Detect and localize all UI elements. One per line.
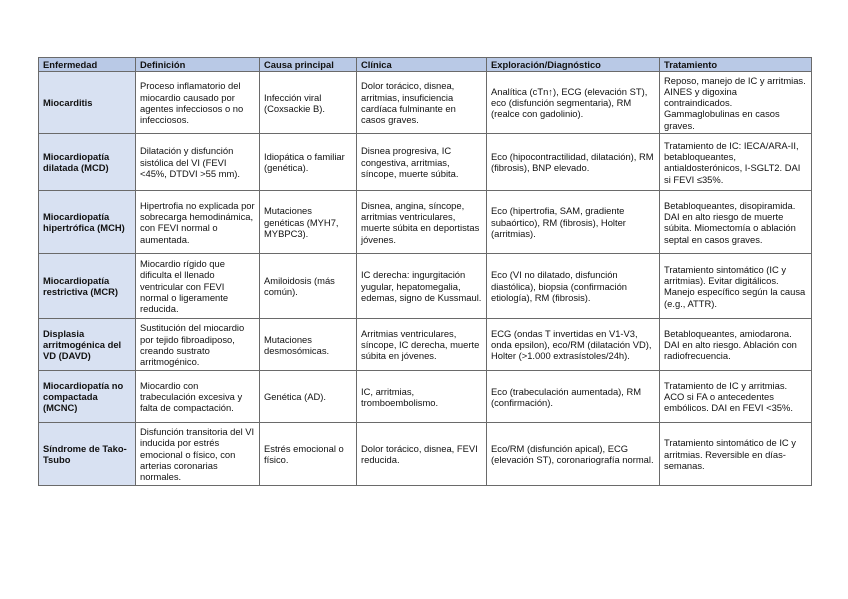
cell-cause: Amiloidosis (más común).	[260, 254, 357, 319]
table-row	[39, 371, 812, 423]
cell-treatment: Tratamiento de IC y arritmias. ACO si FA o antecedentes embólicos. DAI en FEVI <35%.	[660, 371, 812, 423]
cell-clinical: IC, arritmias, tromboembolismo.	[357, 371, 487, 423]
cell-definition: Dilatación y disfunción sistólica del VI (FEVI <45%, DTDVI >55 mm).	[136, 134, 260, 191]
header-enfermedad: Enfermedad	[39, 58, 136, 72]
table-row	[39, 254, 812, 319]
cell-cause: Mutaciones desmosómicas.	[260, 319, 357, 371]
cell-disease: Displasia arritmogénica del VD (DAVD)	[39, 319, 136, 371]
cell-clinical: Arritmias ventriculares, síncope, IC derecha, muerte súbita en jóvenes.	[357, 319, 487, 371]
cell-definition: Disfunción transitoria del VI inducida por estrés emocional o físico, con arterias coronarias normales.	[136, 423, 260, 486]
header-tratamiento: Tratamiento	[660, 58, 812, 72]
cell-diagnosis: ECG (ondas T invertidas en V1-V3, onda epsilon), eco/RM (dilatación VD), Holter (>1.000 extrasístoles/24h).	[487, 319, 660, 371]
cell-cause: Genética (AD).	[260, 371, 357, 423]
cell-diagnosis: Eco (hipocontractilidad, dilatación), RM (fibrosis), BNP elevado.	[487, 134, 660, 191]
header-clinica: Clínica	[357, 58, 487, 72]
cell-definition: Sustitución del miocardio por tejido fibroadiposo, creando sustrato arritmogénico.	[136, 319, 260, 371]
cell-definition: Hipertrofia no explicada por sobrecarga hemodinámica, con FEVI normal o aumentada.	[136, 191, 260, 254]
cell-cause: Mutaciones genéticas (MYH7, MYBPC3).	[260, 191, 357, 254]
cell-definition: Proceso inflamatorio del miocardio causado por agentes infecciosos o no infecciosos.	[136, 72, 260, 134]
cell-disease: Miocarditis	[39, 72, 136, 134]
cell-clinical: Dolor torácico, disnea, FEVI reducida.	[357, 423, 487, 486]
cell-disease: Síndrome de Tako-Tsubo	[39, 423, 136, 486]
table-row	[39, 191, 812, 254]
cell-diagnosis: Eco (trabeculación aumentada), RM (confirmación).	[487, 371, 660, 423]
header-causa: Causa principal	[260, 58, 357, 72]
cell-definition: Miocardio con trabeculación excesiva y falta de compactación.	[136, 371, 260, 423]
cell-diagnosis: Eco (hipertrofia, SAM, gradiente subaórtico), RM (fibrosis), Holter (arritmias).	[487, 191, 660, 254]
cell-treatment: Reposo, manejo de IC y arritmias. AINES y digoxina contraindicados. Gammaglobulinas en casos graves.	[660, 72, 812, 134]
cell-clinical: Disnea, angina, síncope, arritmias ventriculares, muerte súbita en deportistas jóvenes.	[357, 191, 487, 254]
header-diagnostico: Exploración/Diagnóstico	[487, 58, 660, 72]
table-header-row	[39, 58, 812, 72]
header-definicion: Definición	[136, 58, 260, 72]
cardiomyopathy-table	[38, 57, 812, 486]
cell-disease: Miocardiopatía dilatada (MCD)	[39, 134, 136, 191]
cell-disease: Miocardiopatía restrictiva (MCR)	[39, 254, 136, 319]
cell-treatment: Betabloqueantes, disopiramida. DAI en alto riesgo de muerte súbita. Miomectomía o ablación septal en casos graves.	[660, 191, 812, 254]
cell-diagnosis: Eco/RM (disfunción apical), ECG (elevación ST), coronariografía normal.	[487, 423, 660, 486]
cell-cause: Infección viral (Coxsackie B).	[260, 72, 357, 134]
table-row	[39, 319, 812, 371]
cell-clinical: Dolor torácico, disnea, arritmias, insuficiencia cardíaca fulminante en casos graves.	[357, 72, 487, 134]
cell-definition: Miocardio rígido que dificulta el llenado ventricular con FEVI normal o ligeramente reducida.	[136, 254, 260, 319]
cell-clinical: IC derecha: ingurgitación yugular, hepatomegalia, edemas, signo de Kussmaul.	[357, 254, 487, 319]
cell-treatment: Tratamiento sintomático (IC y arritmias). Evitar digitálicos. Manejo específico según la causa (e.g., ATTR).	[660, 254, 812, 319]
cell-treatment: Betabloqueantes, amiodarona. DAI en alto riesgo. Ablación con radiofrecuencia.	[660, 319, 812, 371]
table-row	[39, 134, 812, 191]
cell-cause: Estrés emocional o físico.	[260, 423, 357, 486]
cell-disease: Miocardiopatía hipertrófica (MCH)	[39, 191, 136, 254]
cell-diagnosis: Eco (VI no dilatado, disfunción diastólica), biopsia (confirmación etiología), RM (fibrosis).	[487, 254, 660, 319]
cell-clinical: Disnea progresiva, IC congestiva, arritmias, síncope, muerte súbita.	[357, 134, 487, 191]
cell-diagnosis: Analítica (cTn↑), ECG (elevación ST), eco (disfunción segmentaria), RM (realce con gadolinio).	[487, 72, 660, 134]
cell-disease: Miocardiopatía no compactada (MCNC)	[39, 371, 136, 423]
cell-treatment: Tratamiento de IC: IECA/ARA-II, betabloqueantes, antialdosterónicos, I-SGLT2. DAI si FEVI ≤35%.	[660, 134, 812, 191]
cell-treatment: Tratamiento sintomático de IC y arritmias. Reversible en días-semanas.	[660, 423, 812, 486]
table-row	[39, 423, 812, 486]
cell-cause: Idiopática o familiar (genética).	[260, 134, 357, 191]
table-row	[39, 72, 812, 134]
